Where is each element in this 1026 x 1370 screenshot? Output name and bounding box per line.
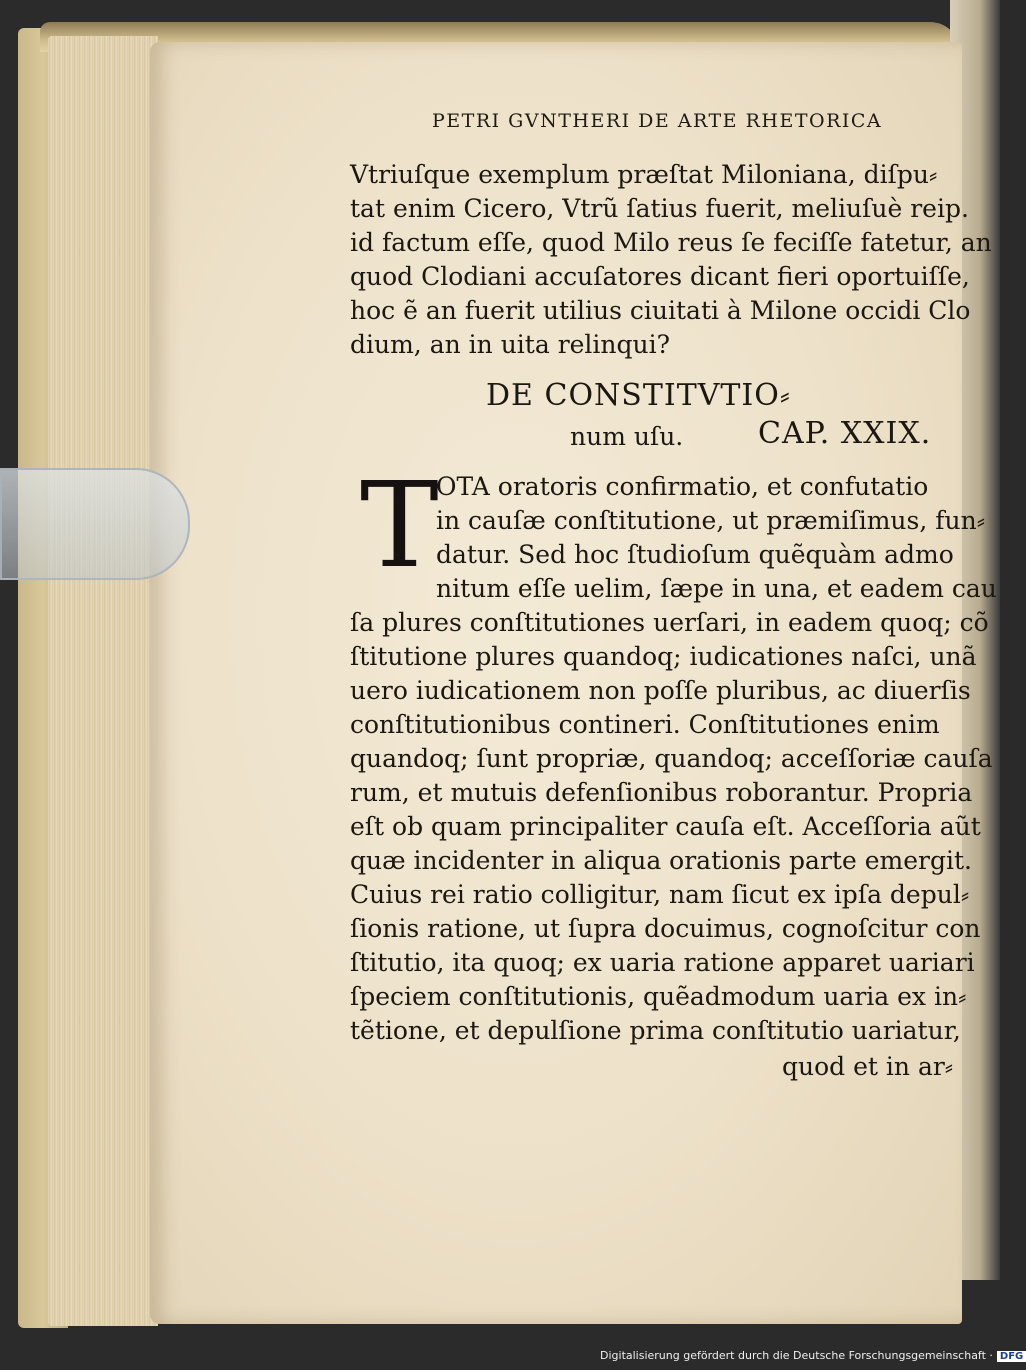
text-line: quæ incidenter in aliqua orationis parte emergit.	[350, 846, 972, 875]
credit-text: Digitalisierung gefördert durch die Deutsche Forschungsgemeinschaft ·	[600, 1349, 993, 1362]
text-line: nitum eſſe uelim, ſæpe in una, et eadem cau	[436, 574, 997, 603]
digitization-credit	[600, 1349, 1024, 1367]
text-line: OTA oratoris confirmatio, et confutatio	[436, 472, 929, 501]
text-line: tẽtione, et depulſione prima conſtitutio uariatur,	[350, 1016, 961, 1045]
text-line: ſpeciem conſtitutionis, quẽadmodum uaria ex in⸗	[350, 982, 967, 1011]
dfg-logo: DFG	[997, 1351, 1026, 1362]
text-line: quod Clodiani accuſatores dicant fieri oportuiſſe,	[350, 262, 970, 291]
running-header: PETRI GVNTHERI DE ARTE RHETORICA	[432, 110, 883, 132]
drop-cap: T	[360, 456, 439, 594]
chapter-number: CAP. XXIX.	[758, 416, 932, 451]
text-line: quandoq; ſunt propriæ, quandoq; acceſſoriæ cauſa	[350, 744, 993, 773]
text-line: conſtitutionibus contineri. Conſtitutiones enim	[350, 710, 940, 739]
text-line: in cauſæ conſtitutione, ut præmiſimus, fun⸗	[436, 506, 986, 535]
chapter-title-line2: num uſu.	[570, 422, 684, 451]
text-line: hoc ẽ an fuerit utilius ciuitati à Milone occidi Clo	[350, 296, 971, 325]
text-line: eſt ob quam principaliter cauſa eſt. Acceſſoria aũt	[350, 812, 981, 841]
text-line: ſtitutione plures quandoq; iudicationes naſci, unã	[350, 642, 977, 671]
page-stack	[48, 36, 158, 1326]
text-line: tat enim Cicero, Vtrũ ſatius fuerit, meliuſuè reip.	[350, 194, 969, 223]
text-line: rum, et mutuis defenſionibus roborantur. Propria	[350, 778, 973, 807]
chapter-title-line1: DE CONSTITVTIO⸗	[486, 378, 791, 413]
catchword: quod et in ar⸗	[782, 1052, 954, 1081]
text-line: Vtriuſque exemplum præſtat Miloniana, diſpu⸗	[350, 160, 938, 189]
text-line: ſionis ratione, ut ſupra docuimus, cognoſcitur con	[350, 914, 981, 943]
page-holder-clip	[0, 468, 190, 580]
text-line: datur. Sed hoc ſtudioſum quẽquàm admo	[436, 540, 954, 569]
text-line: Cuius rei ratio colligitur, nam ſicut ex ipſa depul⸗	[350, 880, 970, 909]
text-line: uero iudicationem non poſſe pluribus, ac diuerſis	[350, 676, 971, 705]
text-line: ſtitutio, ita quoq; ex uaria ratione apparet uariari	[350, 948, 975, 977]
text-line: dium, an in uita relinqui?	[350, 330, 671, 359]
text-line: id factum eſſe, quod Milo reus ſe feciſſe fatetur, an	[350, 228, 992, 257]
text-line: ſa plures conſtitutiones uerſari, in eadem quoq; cõ	[350, 608, 989, 637]
